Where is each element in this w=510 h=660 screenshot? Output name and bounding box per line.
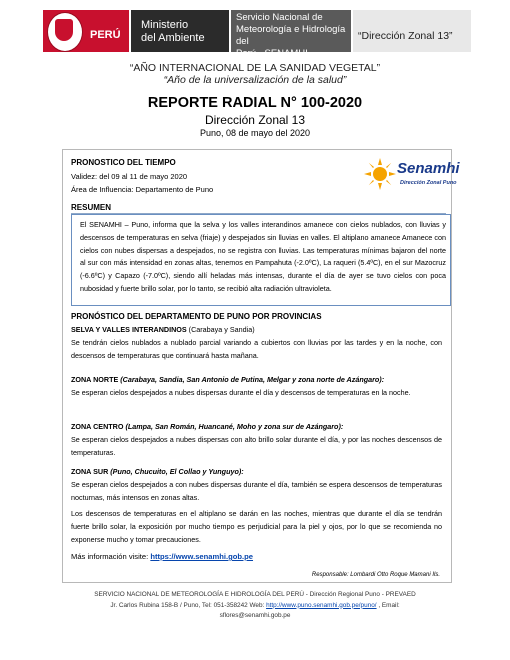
zone-text: Se tendrán cielos nublados a nublado parcial variando a cubiertos con lluvias por las tardes y en la noche, con descensos de temperaturas que continuará hasta mañana. bbox=[71, 337, 442, 360]
zone-places: (Carabaya, Sandia, San Antonio de Putina, Melgar y zona norte de Azángaro): bbox=[118, 375, 385, 384]
forecast-heading: PRONOSTICO DEL TIEMPO bbox=[71, 158, 176, 167]
closing-paragraph: Los descensos de temperaturas en el altiplano se darán en las noches, mientras que durante el día se tendrán fuerte brillo solar, la exposición por mucho tiempo es perjudicial para la piel y ojos, por lo que se recomienda no exponerse mucho y tomar precauciones. bbox=[71, 509, 442, 544]
report-date: Puno, 08 de mayo del 2020 bbox=[199, 128, 311, 138]
footer-address: Jr. Carlos Rubina 158-B / Puno, Tel: 051-358242 Web: bbox=[110, 601, 267, 609]
senamhi-sun-icon bbox=[363, 157, 397, 191]
more-info bbox=[71, 551, 442, 564]
ministerio-line-2: del Ambiente bbox=[141, 32, 205, 44]
senamhi-line-1: Servicio Nacional de bbox=[236, 12, 323, 23]
footer-email-label: , Email: bbox=[376, 601, 400, 609]
report-title: REPORTE RADIAL N° 100-2020 bbox=[147, 95, 363, 111]
more-info-label: Más información visite: bbox=[71, 552, 151, 561]
slogan-line-1: “AÑO INTERNACIONAL DE LA SANIDAD VEGETAL” bbox=[129, 62, 381, 74]
zone-name: SELVA Y VALLES INTERANDINOS bbox=[71, 325, 187, 334]
direccion-label: “Dirección Zonal 13” bbox=[358, 30, 453, 42]
zone-name: ZONA SUR bbox=[71, 467, 109, 476]
footer-line-2 bbox=[0, 601, 510, 612]
zone-text: Se esperan cielos despejados a con nubes dispersas durante el día, también se espera descensos de temperaturas nocturnas, más intensos en zonas altas. bbox=[71, 479, 442, 502]
ministerio-label bbox=[141, 19, 205, 45]
responsible-note: Responsable: Lombardi Otto Roque Mamani Ils. bbox=[311, 572, 440, 578]
footer-email[interactable]: sflores@senamhi.gob.pe bbox=[219, 612, 291, 619]
zone-name: ZONA CENTRO bbox=[71, 422, 124, 431]
zone-selva bbox=[71, 324, 442, 362]
zone-norte bbox=[71, 374, 442, 400]
shield-emblem bbox=[55, 19, 73, 41]
senamhi-line-2: Meteorología e Hidrología del bbox=[236, 24, 346, 47]
zone-centro bbox=[71, 421, 442, 459]
summary-heading: RESUMEN bbox=[71, 203, 112, 212]
zone-places: (Lampa, San Román, Huancané, Moho y zona sur de Azángaro): bbox=[123, 422, 344, 431]
zone-text: Se esperan cielos despejados a nubes dispersas con alto brillo solar durante el día, y por las noches descensos de temperaturas. bbox=[71, 434, 442, 457]
forecast-validity: Validez: del 09 al 11 de mayo 2020 bbox=[71, 172, 188, 181]
zone-places: (Puno, Chucuito, El Collao y Yunguyo): bbox=[108, 467, 244, 476]
slogan-line-2: “Año de la universalización de la salud” bbox=[163, 74, 347, 86]
department-heading: PRONÓSTICO DEL DEPARTAMENTO DE PUNO POR PROVINCIAS bbox=[71, 312, 322, 321]
zone-places: (Carabaya y Sandia) bbox=[186, 325, 255, 334]
summary-text: El SENAMHI – Puno, informa que la selva y los valles interandinos amanece con cielos nublados, con lluvias y descensos de temperaturas en selva (friaje) y despejados sin lluvias en valles. El altiplano amanece Amanece con cielos con nubes dispersas a despejados, no se registra con lluvias. Las temperaturas mínimas bajaron del norte al sur con más intensidad en zonas altas, tenemos en Pampahuta (-2.0ºC), La raqueri (5.4ºC), en el sur Mazocruz (-6.6ºC) y Capazo (-7.0ºC), siendo allí heladas más intensas, durante el día de ayer se tuvo cielos con poca nubosidad y fuerte brillo solar, por lo tanto, se recibió alta radiación ultravioleta. bbox=[80, 220, 446, 293]
zone-name: ZONA NORTE bbox=[71, 375, 119, 384]
senamhi-line-3: Perú - SENAMHI bbox=[236, 48, 308, 59]
footer bbox=[0, 590, 510, 622]
zone-text: Se esperan cielos despejados a nubes dispersas durante el día y descensos de temperaturas en la noche. bbox=[71, 387, 411, 397]
forecast-area: Área de Influencia: Departamento de Puno bbox=[71, 185, 214, 194]
senamhi-label bbox=[236, 12, 352, 60]
senamhi-logo-subtitle: Dirección Zonal Puno bbox=[400, 180, 457, 186]
footer-web-link[interactable]: http://www.puno.senamhi.gob.pe/puno/ bbox=[266, 601, 377, 609]
peru-label: PERÚ bbox=[90, 29, 121, 41]
senamhi-logo-text: Senamhi bbox=[397, 160, 460, 177]
ministerio-line-1: Ministerio bbox=[141, 19, 189, 31]
report-subtitle: Dirección Zonal 13 bbox=[204, 113, 306, 127]
zone-sur bbox=[71, 466, 442, 504]
footer-line-1: SERVICIO NACIONAL DE METEOROLOGÍA E HIDROLOGÍA DEL PERÚ - Dirección Regional Puno - PREVAED bbox=[94, 591, 416, 598]
senamhi-website-link[interactable]: https://www.senamhi.gob.pe bbox=[150, 552, 254, 561]
